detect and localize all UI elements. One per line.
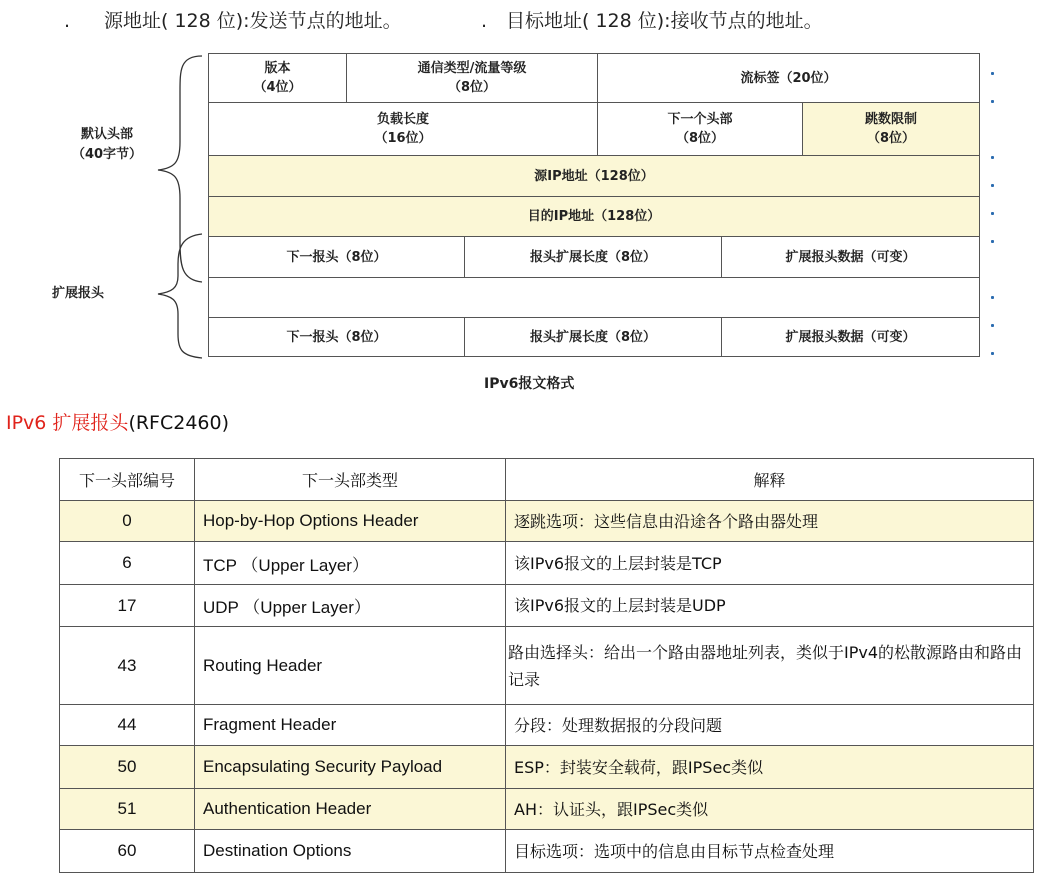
marker-dot — [991, 212, 994, 215]
header-type-cell: Encapsulating Security Payload — [195, 746, 506, 789]
bullet-dot: . — [64, 10, 71, 32]
table-row — [60, 705, 1034, 746]
source-address-note: 源地址( 128 位):发送节点的地址。 — [104, 10, 402, 32]
ext-header-length-field: 报头扩展长度（8位） — [464, 236, 722, 278]
next-header-field — [597, 102, 803, 156]
ext-gap-row — [208, 277, 980, 318]
header-type-cell: Fragment Header — [195, 705, 506, 746]
header-number-cell: 50 — [60, 746, 195, 789]
table-row — [60, 501, 1034, 542]
marker-dot — [991, 100, 994, 103]
subtitle-highlight: IPv6 扩展报头 — [6, 412, 129, 434]
flow-label-field-name: 流标签（20位） — [740, 70, 837, 86]
table-header-row — [60, 459, 1034, 501]
header-type-cell: Authentication Header — [195, 789, 506, 830]
extension-header-label: 扩展报头 — [52, 286, 105, 301]
ext-next-header-field: 下一报头（8位） — [208, 317, 465, 357]
bullet-dot: . — [481, 10, 488, 32]
marker-dot — [991, 324, 994, 327]
default-header-label — [52, 125, 162, 165]
header-number-cell: 17 — [60, 585, 195, 627]
destination-ip-field: 目的IP地址（128位） — [208, 196, 980, 237]
header-number-cell: 51 — [60, 789, 195, 830]
hop-limit-field-size: （8位） — [866, 131, 916, 146]
header-type-cell: Routing Header — [195, 627, 506, 705]
table-row — [60, 789, 1034, 830]
table-row — [60, 627, 1034, 705]
marker-dot — [991, 352, 994, 355]
column-header-explanation: 解释 — [506, 459, 1034, 501]
hop-limit-field — [802, 102, 980, 156]
traffic-class-field-size: （8位） — [447, 80, 497, 95]
next-header-field-size: （8位） — [675, 131, 725, 146]
subtitle-rfc: (RFC2460) — [128, 412, 230, 434]
explanation-cell: 该IPv6报文的上层封装是UDP — [506, 585, 1034, 627]
intro-line — [0, 6, 1042, 36]
marker-dot — [991, 240, 994, 243]
header-number-cell: 60 — [60, 830, 195, 873]
explanation-cell: 分段：处理数据报的分段问题 — [506, 705, 1034, 746]
payload-length-field — [208, 102, 598, 156]
column-header-type: 下一头部类型 — [195, 459, 506, 501]
table-row — [60, 542, 1034, 585]
payload-length-field-name: 负载长度 — [376, 112, 429, 127]
explanation-cell: AH：认证头，跟IPSec类似 — [506, 789, 1034, 830]
table-row — [60, 746, 1034, 789]
explanation-cell: 路由选择头：给出一个路由器地址列表，类似于IPv4的松散源路由和路由记录 — [506, 627, 1034, 705]
marker-dot — [991, 184, 994, 187]
header-number-cell: 6 — [60, 542, 195, 585]
marker-dot — [991, 72, 994, 75]
traffic-class-field-name: 通信类型/流量等级 — [417, 61, 527, 76]
explanation-cell: ESP：封装安全载荷，跟IPSec类似 — [506, 746, 1034, 789]
column-header-number: 下一头部编号 — [60, 459, 195, 501]
source-ip-field: 源IP地址（128位） — [208, 155, 980, 197]
ext-header-length-field: 报头扩展长度（8位） — [464, 317, 722, 357]
explanation-cell: 逐跳选项：这些信息由沿途各个路由器处理 — [506, 501, 1034, 542]
ext-header-data-field: 扩展报头数据（可变） — [721, 236, 980, 278]
explanation-cell: 该IPv6报文的上层封装是TCP — [506, 542, 1034, 585]
payload-length-field-size: （16位） — [374, 131, 432, 146]
section-subtitle — [6, 411, 229, 435]
table-row — [60, 585, 1034, 627]
diagram-caption: IPv6报文格式 — [484, 376, 575, 392]
next-header-field-name: 下一个头部 — [667, 112, 733, 127]
marker-dot — [991, 156, 994, 159]
header-number-cell: 43 — [60, 627, 195, 705]
header-type-cell: Destination Options — [195, 830, 506, 873]
extension-header-table — [59, 458, 1034, 873]
marker-dot — [991, 296, 994, 299]
header-type-cell: Hop-by-Hop Options Header — [195, 501, 506, 542]
ext-next-header-field: 下一报头（8位） — [208, 236, 465, 278]
version-field — [208, 53, 347, 103]
flow-label-field — [597, 53, 980, 103]
default-header-label-line2: （40字节） — [71, 147, 143, 162]
table-row — [60, 830, 1034, 873]
ext-header-data-field: 扩展报头数据（可变） — [721, 317, 980, 357]
explanation-cell: 目标选项：选项中的信息由目标节点检查处理 — [506, 830, 1034, 873]
hop-limit-field-name: 跳数限制 — [864, 112, 917, 127]
header-number-cell: 0 — [60, 501, 195, 542]
traffic-class-field — [346, 53, 598, 103]
brace-icons — [150, 52, 210, 362]
version-field-name: 版本 — [264, 61, 291, 76]
version-field-size: （4位） — [253, 80, 302, 95]
header-type-cell: UDP （Upper Layer） — [195, 585, 506, 627]
destination-address-note: 目标地址( 128 位):接收节点的地址。 — [506, 10, 823, 32]
default-header-label-line1: 默认头部 — [80, 127, 133, 142]
header-number-cell: 44 — [60, 705, 195, 746]
header-type-cell: TCP （Upper Layer） — [195, 542, 506, 585]
